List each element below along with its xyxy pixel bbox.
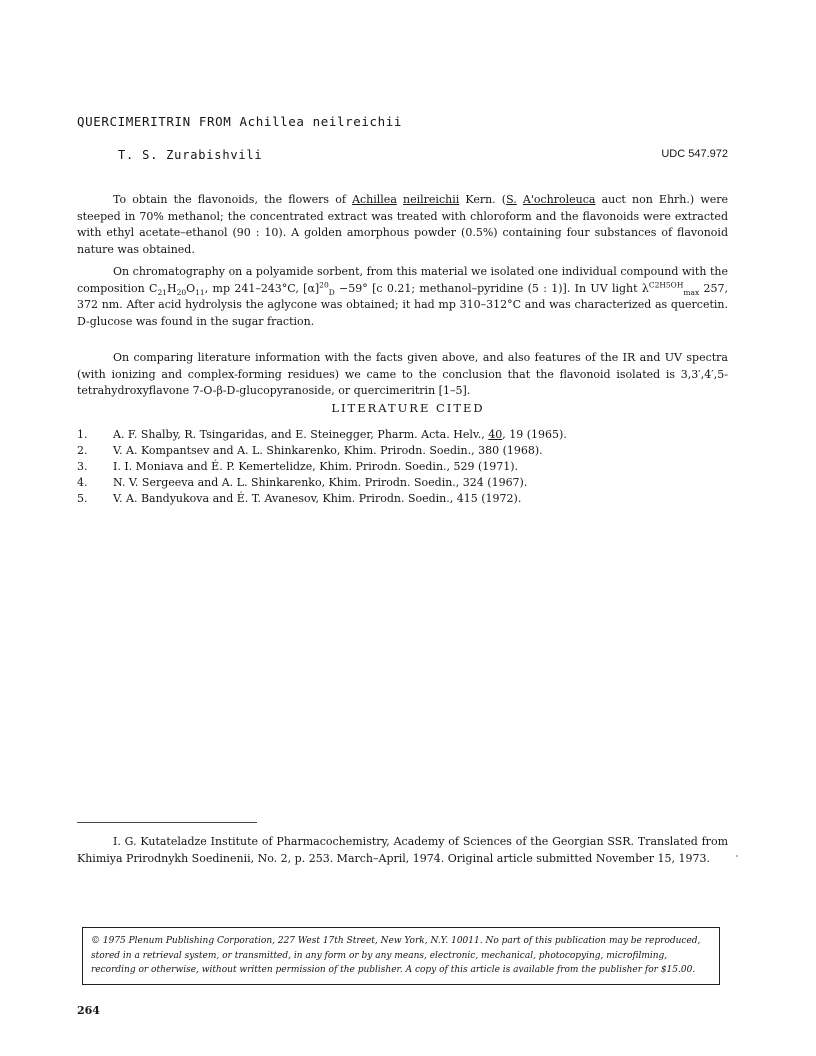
- reference-item: 3. I. I. Moniava and É. P. Kemertelidze, Khim. Prirodn. Soedin., 529 (1971).: [77, 459, 519, 473]
- scan-speck: [736, 855, 738, 857]
- title-main: QUERCIMERITRIN FROM: [77, 114, 232, 129]
- footnote-divider: [77, 822, 257, 823]
- literature-heading: LITERATURE CITED: [331, 401, 485, 415]
- udc-code: UDC 547.972: [661, 148, 728, 160]
- reference-list: [77, 426, 737, 506]
- reference-item: 2. V. A. Kompantsev and A. L. Shinkarenko, Khim. Prirodn. Soedin., 380 (1968).: [77, 443, 543, 457]
- author: T. S. Zurabishvili: [118, 148, 263, 162]
- paragraph-extraction: To obtain the flavonoids, the flowers of Achillea neilreichii Kern. (S. A'ochroleuca auct non Ehrh.) were steeped in 70% methanol; the concentrated extract was treated with chloroform and the flavonoids were extracted with ethyl acetate–ethanol (90 : 10). A golden amorphous powder (0.5%) containing four substances of flavonoid nature was obtained.: [77, 193, 729, 256]
- paragraph-chromatography: On chromatography on a polyamide sorbent, from this material we isolated one individual compound with the composition $C_{21}H_{20}O_{11}$, mp 241–243°C, $[\alpha]^{20}_D -59^\circ$ [c 0.21; methanol–pyridine (5 : 1)]. In UV light $\lambda^{C2H5OH}_{max}$ 257, 372 nm. After acid hydrolysis the aglycone was obtained; it had mp 310–312°C and was characterized as quercetin. D-glucose was found in the sugar fraction.: [77, 265, 729, 328]
- paragraph-conclusion: On comparing literature information with the facts given above, and also features of the IR and UV spectra (with ionizing and complex-forming residues) we came to the conclusion that the flavonoid isolated is 3,3′,4′,5-tetrahydroxyflavone 7-O-β-D-glucopyranoside, or quercimeritrin [1–5].: [77, 351, 728, 397]
- affiliation-footnote: I. G. Kutateladze Institute of Pharmacochemistry, Academy of Sciences of the Georgian SSR. Translated from Khimiya Prirodnykh Soedinenii, No. 2, p. 253. March–April, 1974. Original article submitted November 15, 1973.: [77, 835, 728, 865]
- title-species: Achillea neilreichii: [239, 114, 403, 129]
- page-number: 264: [77, 1004, 100, 1017]
- reference-item: 1. A. F. Shalby, R. Tsingaridas, and E. Steinegger, Pharm. Acta. Helv., 40, 19 (1965).: [77, 427, 567, 441]
- copyright-box: © 1975 Plenum Publishing Corporation, 227 West 17th Street, New York, N.Y. 10011. No part of this publication may be reproduced, stored in a retrieval system, or transmitted, in any form or by any means, electronic, mechanical, photocopying, microfilming, recording or otherwise, without written permission of the publisher. A copy of this article is available from the publisher for $15.00.: [82, 927, 720, 985]
- reference-item: 5. V. A. Bandyukova and É. T. Avanesov, Khim. Prirodn. Soedin., 415 (1972).: [77, 491, 522, 505]
- article-title: [77, 114, 402, 129]
- reference-item: 4. N. V. Sergeeva and A. L. Shinkarenko, Khim. Prirodn. Soedin., 324 (1967).: [77, 475, 528, 489]
